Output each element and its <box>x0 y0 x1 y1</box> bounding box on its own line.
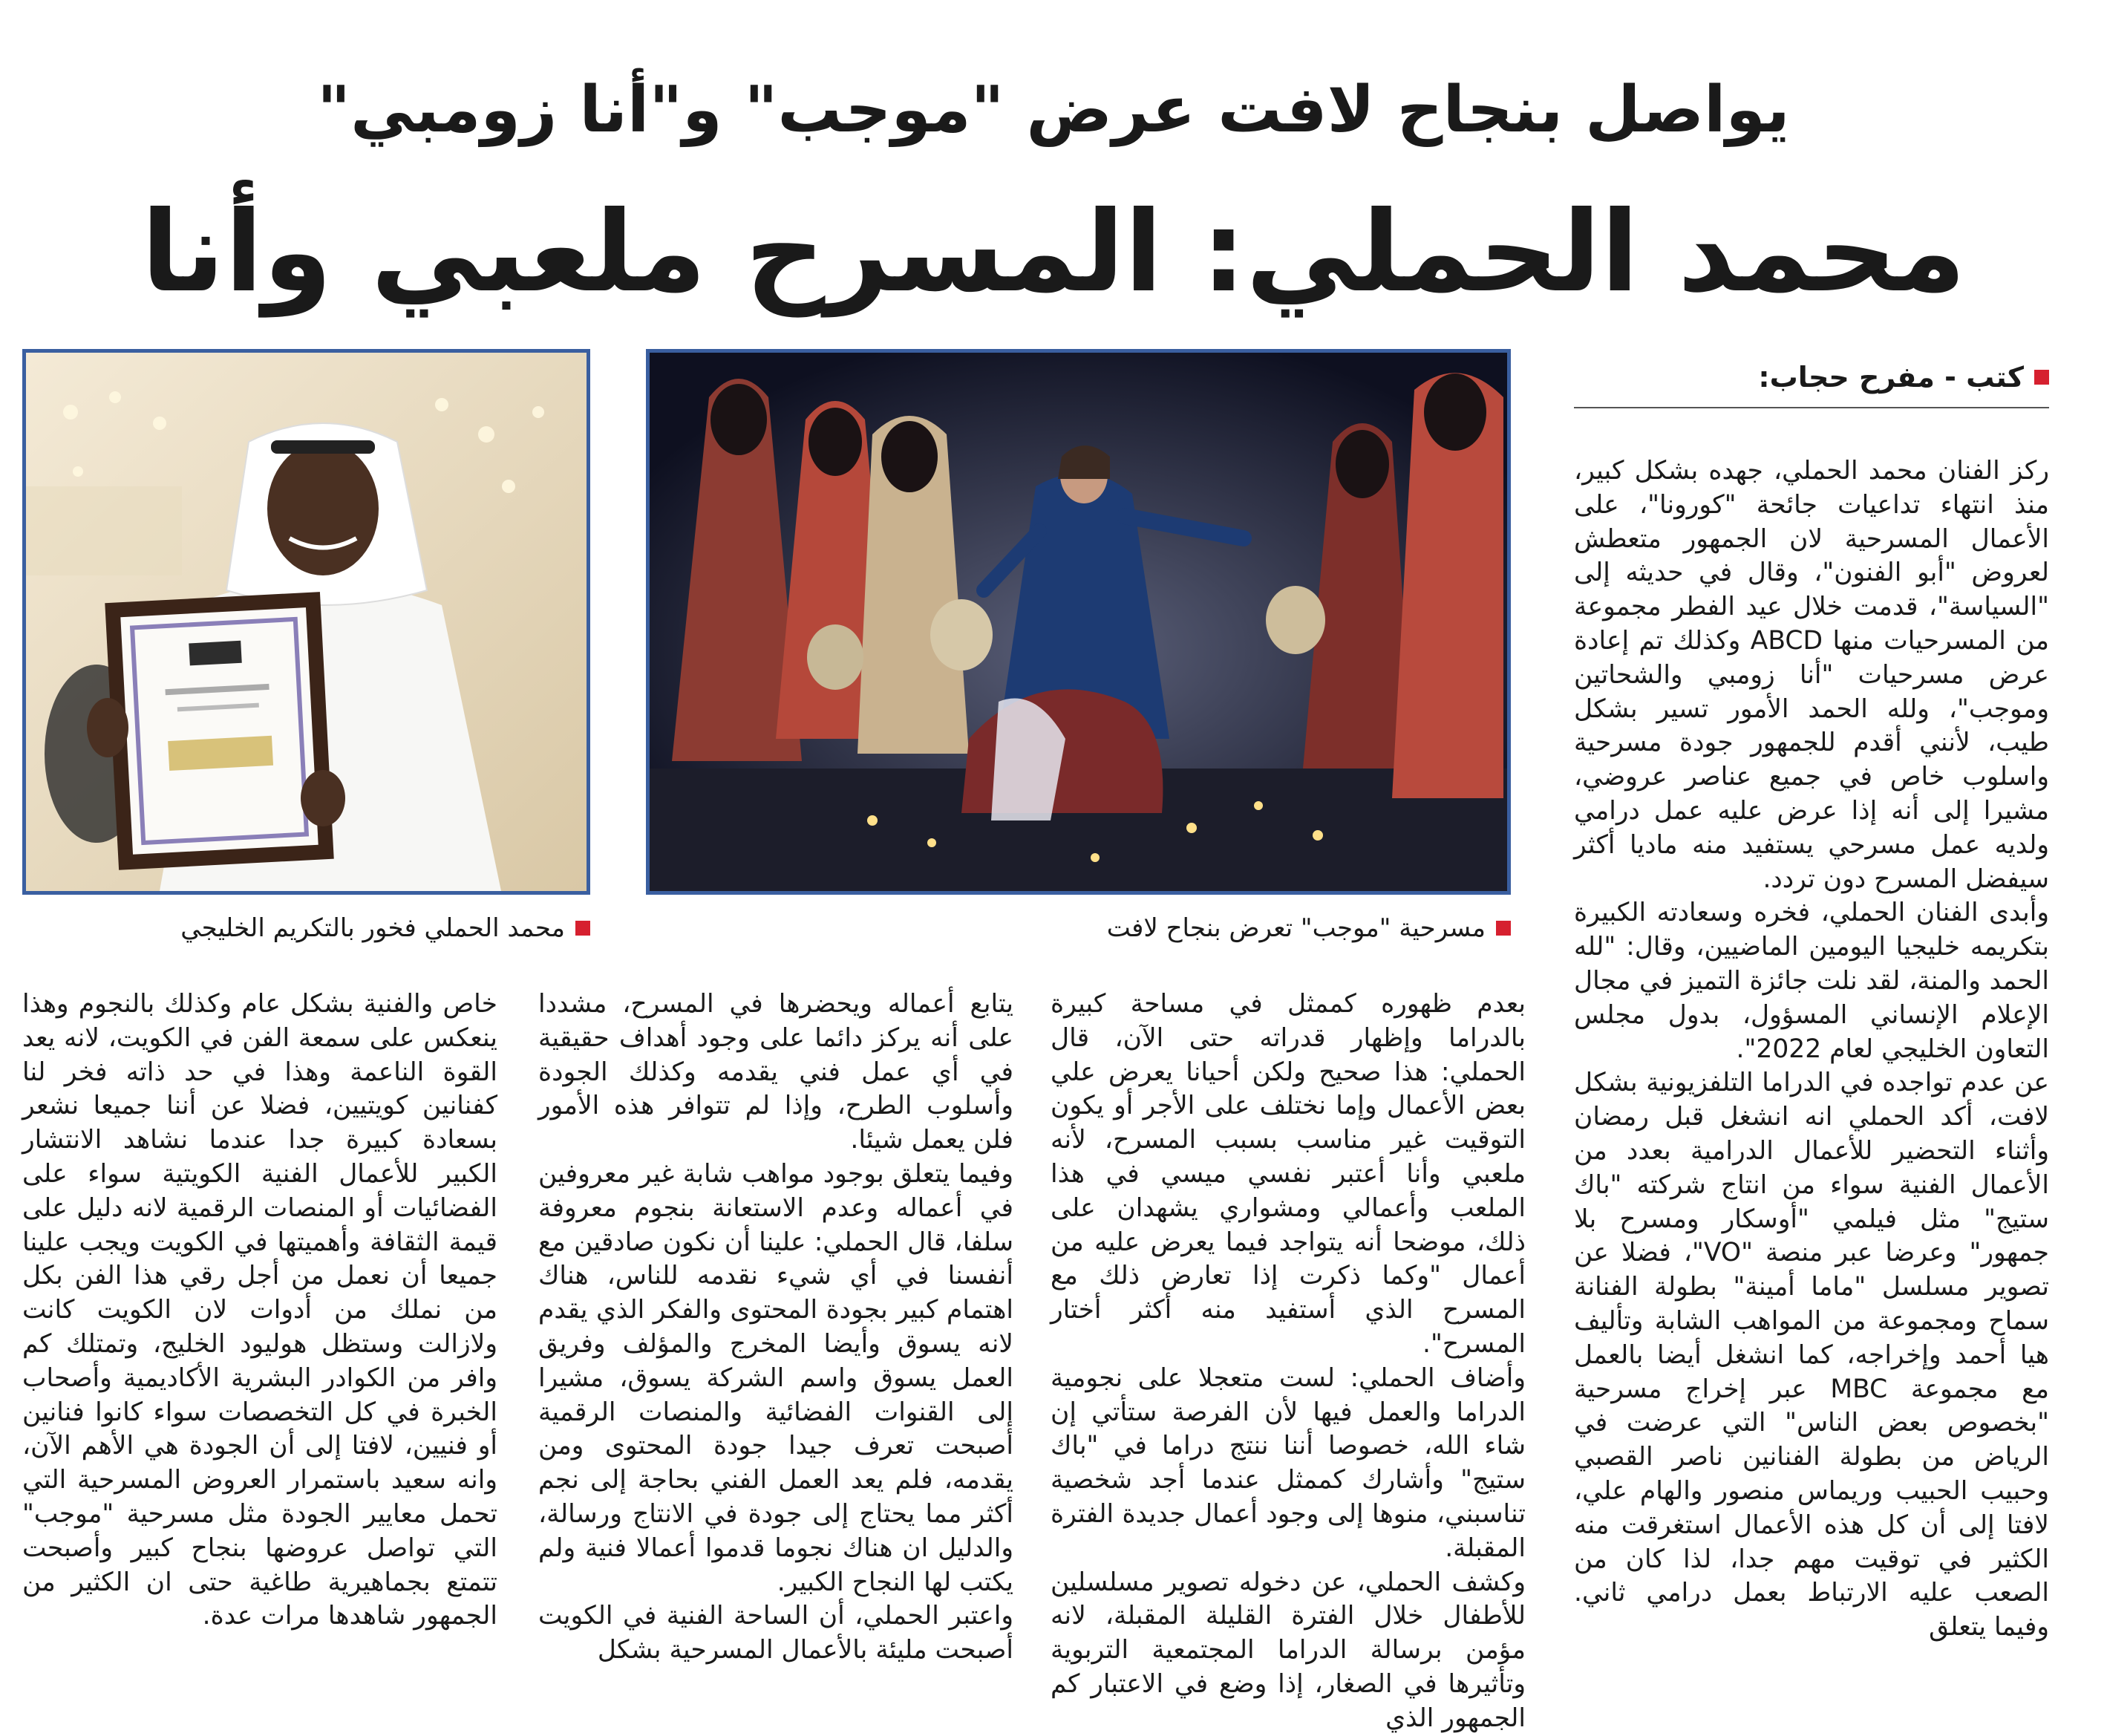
caption-marker-icon <box>1496 921 1511 936</box>
paragraph: عن عدم تواجده في الدراما التلفزيونية بشكل لافت، أكد الحملي انه انشغل قبل رمضان وأثناء التحضير للأعمال الدرامية بعدد من الأعمال الفنية سواء من انتاج شركته "باك ستيج" مثل فيلمي "أوسكار ومسرح بلا جمهور" وعرضا عبر منصة "VO"، فضلا عن تصوير مسلسل "ماما أمينة" بطولة الفنانة سماح ومجموعة من المواهب الشابة وتأليف هيا أحمد وإخراجه، كما انشغل أيضا بالعمل مع مجموعة MBC عبر إخراج مسرحية "بخصوص بعض الناس" التي عرضت في الرياض من بطولة الفنانين ناصر القصبي وحبيب الحبيب وريماس منصور والهام علي، لافتا إلى أن كل هذه الأعمال استغرقت منه الكثير في توقيت مهم جدا، لذا كان من الصعب عليه الارتباط بعمل درامي ثاني. وفيما يتعلق <box>1574 1068 2049 1642</box>
paragraph: بعدم ظهوره كممثل في مساحة كبيرة بالدراما وإظهار قدراته حتى الآن، قال الحملي: هذا صحيح ولكن أحيانا يعرض علي بعض الأعمال وإما نختلف على الأجر أو يكون التوقيت غير مناسب بسبب المسرح، لأنه ملعبي وأنا أعتبر نفسي ميسي في هذا الملعب وأعمالي ومشواري يشهدان على ذلك، موضحا أنه يتواجد فيما يعرض عليه من أعمال "وكما ذكرت إذا تعارض ذلك مع المسرح الذي أستفيد منه أكثر أختار المسرح". <box>1051 989 1526 1359</box>
photo-caption-stage <box>646 910 1511 947</box>
paragraph: خاص والفنية بشكل عام وكذلك بالنجوم وهذا ينعكس على سمعة الفن في الكويت، لانه يعد القوة الناعمة وهذا في حد ذاته فخر لنا كفنانين كويتيين، فضلا عن أننا جميعا نشعر بسعادة كبيرة جدا عندما نشاهد الانتشار الكبير للأعمال الفنية الكويتية سواء على الفضائيات أو المنصات الرقمية لانه دليل على قيمة الثقافة وأهميتها في الكويت ويجب علينا جميعا أن نعمل من أجل رقي هذا الفن بكل من نملك من أدوات لان الكويت كانت ولازالت وستظل هوليود الخليج، وتمتلك كم وافر من الكوادر البشرية الأكاديمية وأصحاب الخبرة في كل التخصصات سواء كانوا فنانين أو فنيين، لافتا إلى أن الجودة هي الأهم الآن، وانه سعيد باستمرار العروض المسرحية التي تحمل معايير الجودة مثل مسرحية "موجب" التي تواصل عروضها بنجاح كبير وأصبحت تتمتع بجماهيرية طاغية حتى ان الكثير من الجمهور شاهدها مرات عدة. <box>22 989 497 1631</box>
paragraph: وأبدى الفنان الحملي، فخره وسعادته الكبيرة بتكريمه خليجيا اليومين الماضيين، وقال: "لله الحمد والمنة، لقد نلت جائزة التميز في مجال الإعلام الإنساني المسؤول، بدول مجلس التعاون الخليجي لعام 2022". <box>1574 898 2049 1064</box>
caption-text: مسرحية "موجب" تعرض بنجاح لافت <box>1106 913 1486 943</box>
byline-divider <box>1574 407 2049 408</box>
caption-text: محمد الحملي فخور بالتكريم الخليجي <box>180 913 565 943</box>
paragraph: واعتبر الحملي، أن الساحة الفنية في الكويت أصبحت مليئة بالأعمال المسرحية بشكل <box>538 1601 1013 1665</box>
kicker-subtitle: يواصل بنجاح لافت عرض "موجب" و"أنا زومبي" <box>317 73 1790 147</box>
byline-marker-icon <box>2034 370 2049 385</box>
article-column-1 <box>1574 454 2049 1687</box>
article-column-2 <box>1051 988 1526 1733</box>
photo-caption-honoree <box>22 910 590 947</box>
stage-illustration <box>650 353 1507 891</box>
honoree-illustration <box>26 353 587 891</box>
byline <box>1574 355 2049 399</box>
paragraph: وكشف الحملي، عن دخوله تصوير مسلسلين للأطفال خلال الفترة القليلة المقبلة، لانه مؤمن برسالة الدراما المجتمعية التربوية وتأثيرها في الصغار، إذا وضع في الاعتبار كم الجمهور الذي <box>1051 1567 1526 1733</box>
paragraph: ركز الفنان محمد الحملي، جهده بشكل كبير، منذ انتهاء تداعيات جائحة "كورونا"، على الأعمال المسرحية لان الجمهور متعطش لعروض "أبو الفنون"، وقال في حديثه إلى "السياسة"، قدمت خلال عيد الفطر مجموعة من المسرحيات منها ABCD وكذلك تم إعادة عرض مسرحيات "أنا زومبي والشحاتين وموجب"، ولله الحمد الأمور تسير بشكل طيب، لأنني أقدم للجمهور جودة مسرحية واسلوب خاص في جميع عناصر عروضي، مشيرا إلى أنه إذا عرض عليه عمل درامي ولديه عمل مسرحي يستفيد منه ماديا أكثر سيفضل المسرح دون تردد. <box>1574 456 2049 894</box>
photo-honoree <box>22 349 590 895</box>
photo-stage-play <box>646 349 1511 895</box>
paragraph: يتابع أعماله ويحضرها في المسرح، مشددا على أنه يركز دائما على وجود أهداف حقيقية في أي عمل فني يقدمه وكذلك الجودة وأسلوب الطرح، وإذا لم تتوافر هذه الأمور فلن يعمل شيئا. <box>538 989 1013 1155</box>
caption-marker-icon <box>575 921 590 936</box>
article-column-3 <box>538 988 1013 1686</box>
article-column-4 <box>22 988 497 1686</box>
headline: محمد الحملي: المسرح ملعبي وأنا <box>141 188 1966 317</box>
paragraph: وفيما يتعلق بوجود مواهب شابة غير معروفين في أعماله وعدم الاستعانة بنجوم معروفة سلفا، قال الحملي: علينا أن نكون صادقين مع أنفسنا في أي شيء نقدمه للناس، هناك اهتمام كبير بجودة المحتوى والفكر الذي يقدم لانه يسوق وأيضا المخرج والمؤلف وفريق العمل يسوق واسم الشركة يسوق، مشيرا إلى القنوات الفضائية والمنصات الرقمية أصبحت تعرف جيدا جودة المحتوى ومن يقدمه، فلم يعد العمل الفني بحاجة إلى نجم أكثر مما يحتاج إلى جودة في الانتاج ورسالة، والدليل ان هناك نجوما قدموا أعمالا فنية ولم يكتب لها النجاح الكبير. <box>538 1158 1013 1597</box>
paragraph: وأضاف الحملي: لست متعجلا على نجومية الدراما والعمل فيها لأن الفرصة ستأتي إن شاء الله، خصوصا أننا ننتج دراما في "باك ستيج" وأشارك كممثل عندما أجد شخصية تناسبني، منوها إلى وجود أعمال جديدة الفترة المقبلة. <box>1051 1363 1526 1563</box>
byline-text: كتب - مفرح حجاب: <box>1758 361 2024 394</box>
